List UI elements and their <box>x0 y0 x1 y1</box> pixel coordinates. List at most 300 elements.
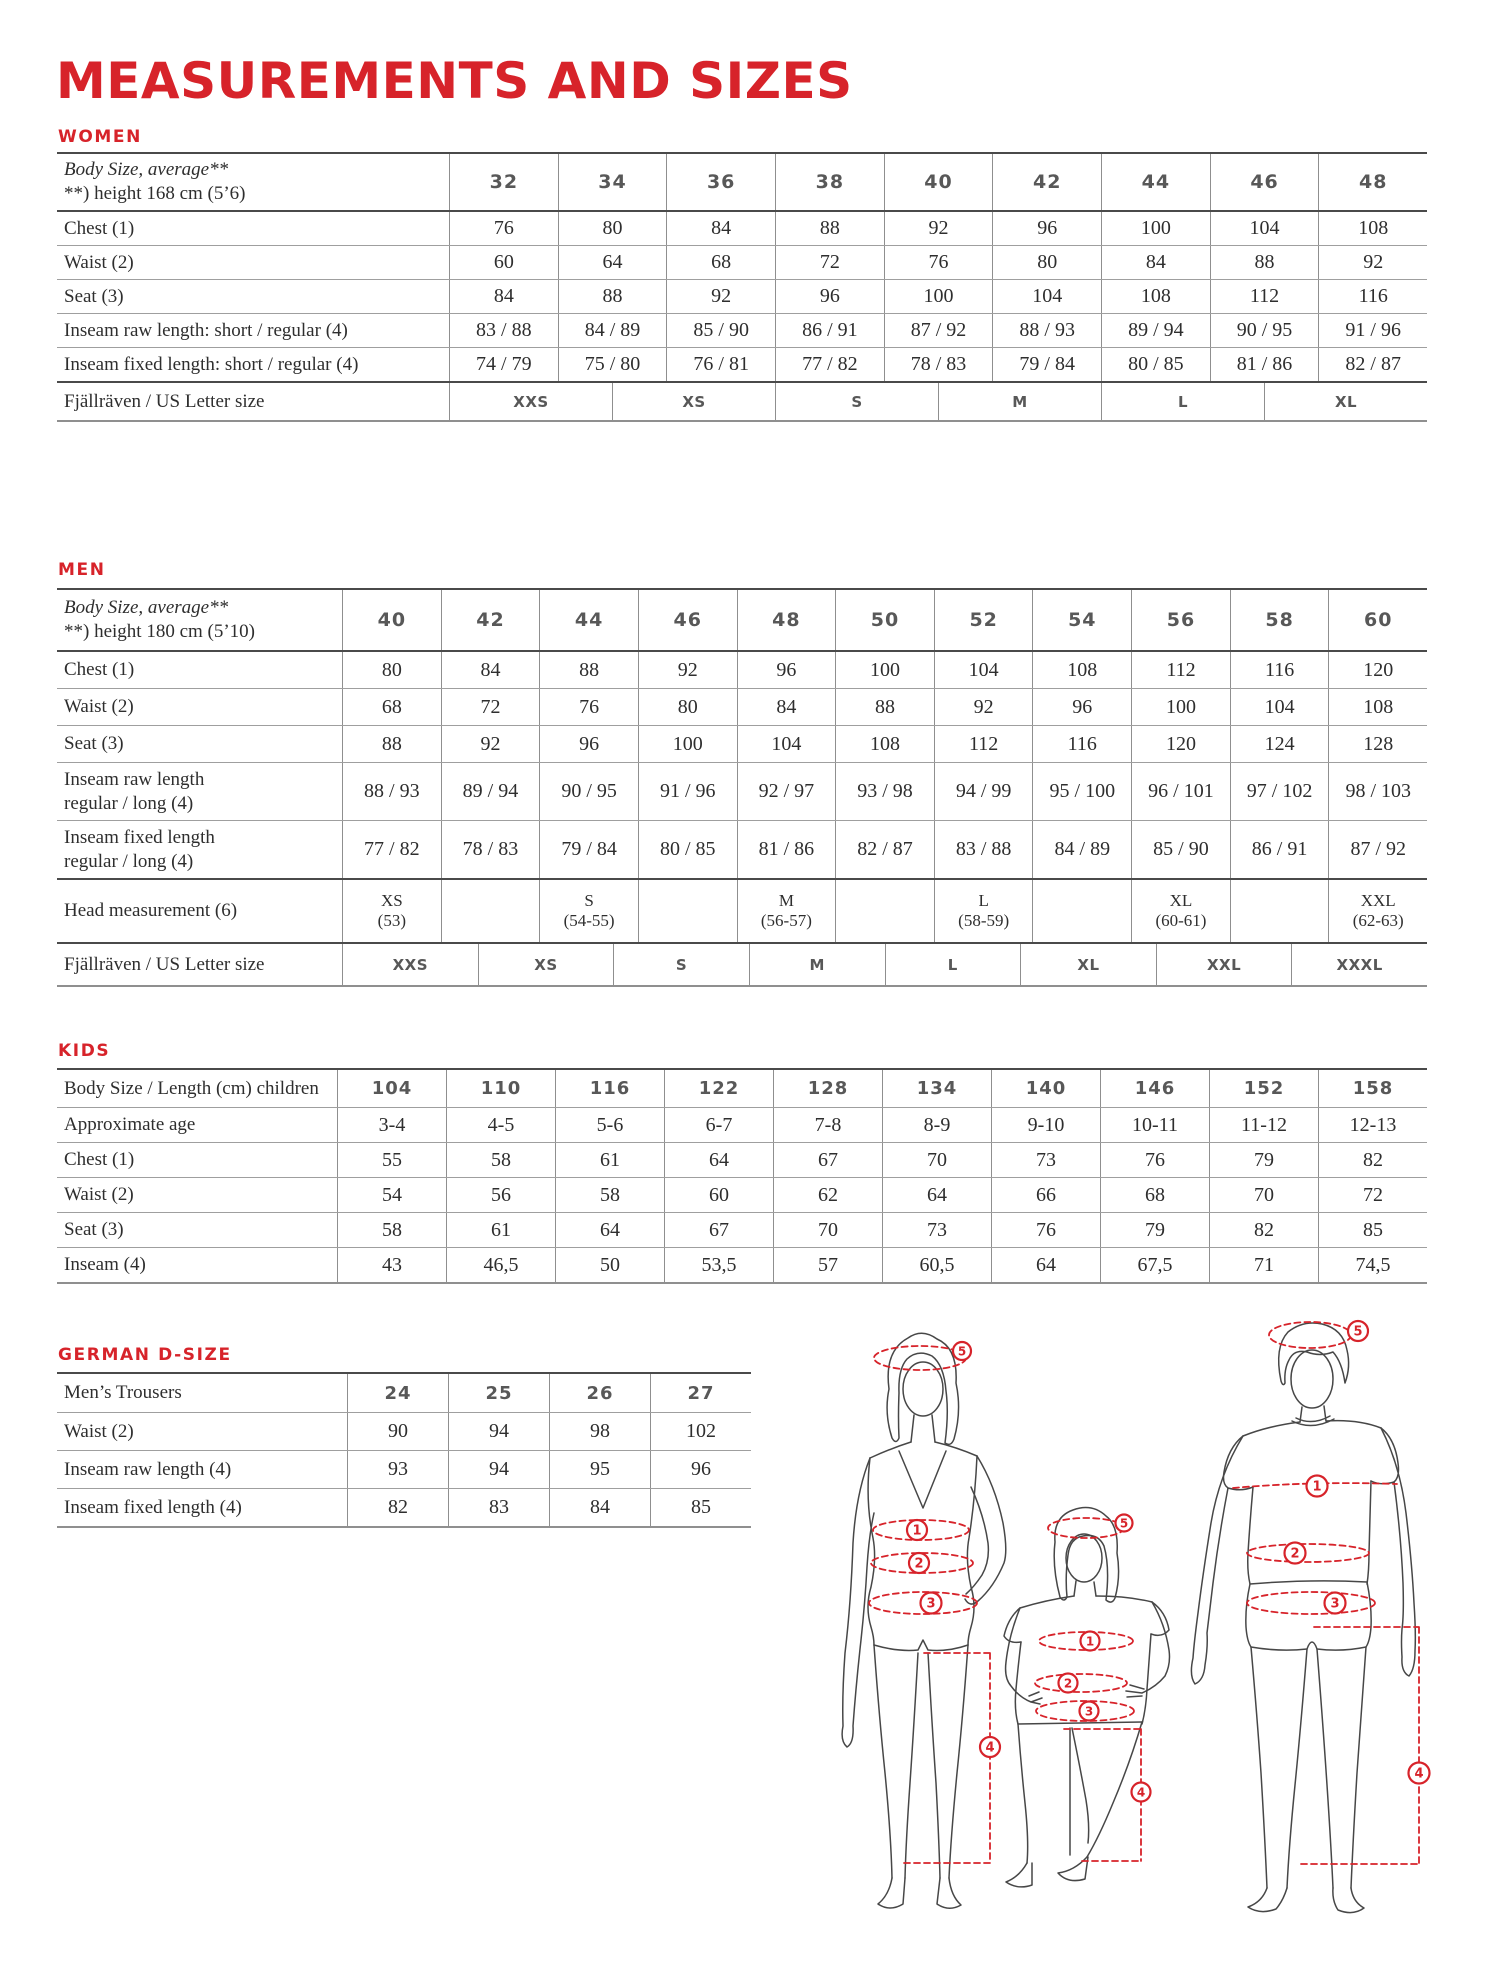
cell: 6-7 <box>664 1108 773 1142</box>
row-label: Fjällräven / US Letter size <box>64 390 265 412</box>
cell: 81 / 86 <box>737 821 836 878</box>
cell: 93 / 98 <box>835 763 934 820</box>
women-size-table <box>57 152 1427 422</box>
letter-size-cell: L <box>1101 383 1264 420</box>
cell: 85 / 90 <box>666 314 775 347</box>
cell: 70 <box>773 1213 882 1247</box>
table-row <box>57 210 1427 245</box>
cell: 85 <box>650 1489 751 1526</box>
cell: 96 <box>650 1451 751 1488</box>
column-header: 40 <box>884 154 993 210</box>
cell: 92 <box>884 212 993 245</box>
cell: 74,5 <box>1318 1248 1427 1282</box>
man-seat-measure-line <box>1247 1592 1375 1614</box>
letter-size-row <box>57 942 1427 985</box>
column-header: 44 <box>539 590 638 650</box>
child-left-arm <box>1006 1608 1042 1704</box>
cell: 64 <box>664 1143 773 1177</box>
letter-size-cell: XXXL <box>1291 944 1427 985</box>
cell: 89 / 94 <box>1101 314 1210 347</box>
head-measurement-row <box>57 878 1427 942</box>
cell: 46,5 <box>446 1248 555 1282</box>
column-header: 122 <box>664 1070 773 1107</box>
head-measurement-cell <box>737 880 836 942</box>
woman-legs <box>874 1645 968 1878</box>
cell: 84 <box>549 1489 650 1526</box>
cell: 90 <box>347 1413 448 1450</box>
section-label-women: WOMEN <box>58 127 142 147</box>
row-label-line1: Inseam raw length <box>64 768 205 790</box>
cell: 80 <box>342 652 441 688</box>
man-head-badge <box>1348 1321 1368 1341</box>
table-header-row <box>57 1374 751 1412</box>
column-header: 140 <box>991 1070 1100 1107</box>
man-waist-badge <box>1285 1543 1306 1564</box>
man-seat-badge-number: 3 <box>1330 1596 1340 1612</box>
cell: 96 <box>737 652 836 688</box>
woman-figure <box>842 1333 1006 1908</box>
cell: 104 <box>737 726 836 762</box>
column-header: 36 <box>666 154 775 210</box>
cell: 104 <box>1230 689 1329 725</box>
header-label-line2: **) height 180 cm (5’10) <box>64 621 256 642</box>
woman-inseam-badge-number: 4 <box>985 1740 995 1756</box>
child-inseam-badge <box>1132 1783 1151 1802</box>
column-header: 40 <box>342 590 441 650</box>
column-header: 128 <box>773 1070 882 1107</box>
row-label: Inseam raw length (4) <box>64 1458 232 1480</box>
cell: 80 / 85 <box>1101 348 1210 381</box>
cell: 92 / 97 <box>737 763 836 820</box>
cell: 100 <box>1101 212 1210 245</box>
cell: 92 <box>1318 246 1427 279</box>
row-label: Fjällräven / US Letter size <box>64 953 265 975</box>
cell: 128 <box>1328 726 1427 762</box>
man-waist-badge-number: 2 <box>1290 1546 1300 1562</box>
woman-torso <box>868 1456 977 1645</box>
measurement-figures-illustration <box>820 1295 1490 1972</box>
cell: 104 <box>934 652 1033 688</box>
child-chest-badge <box>1081 1632 1100 1651</box>
cell: 73 <box>991 1143 1100 1177</box>
table-row <box>57 1142 1427 1177</box>
child-head-badge <box>1116 1515 1133 1532</box>
men-size-table <box>57 588 1427 987</box>
cell: 77 / 82 <box>342 821 441 878</box>
column-header: 52 <box>934 590 1033 650</box>
table-header-row <box>57 590 1427 650</box>
man-inseam-badge-number: 4 <box>1414 1766 1424 1782</box>
woman-seat-badge <box>921 1593 942 1614</box>
row-label: Seat (3) <box>64 285 124 307</box>
cell: 96 <box>992 212 1101 245</box>
table-header-row <box>57 1070 1427 1107</box>
cell: 88 / 93 <box>342 763 441 820</box>
cell: 93 <box>347 1451 448 1488</box>
cell: 10-11 <box>1100 1108 1209 1142</box>
man-seat-badge <box>1325 1593 1346 1614</box>
cell: 58 <box>337 1213 446 1247</box>
man-chest-badge <box>1307 1476 1328 1497</box>
cell: 84 <box>737 689 836 725</box>
table-row <box>57 347 1427 381</box>
row-label-line2: regular / long (4) <box>64 792 194 814</box>
head-range: (58-59) <box>958 911 1010 930</box>
table-row <box>57 1107 1427 1142</box>
cell: 3-4 <box>337 1108 446 1142</box>
man-torso <box>1248 1481 1371 1584</box>
letter-size-cell: XS <box>478 944 614 985</box>
head-measurement-cell <box>1328 880 1427 942</box>
german-d-size-table <box>57 1372 751 1528</box>
head-size: XXL <box>1360 890 1396 910</box>
column-header: 38 <box>775 154 884 210</box>
cell: 108 <box>1328 689 1427 725</box>
row-label: Inseam (4) <box>64 1254 146 1276</box>
cell: 54 <box>337 1178 446 1212</box>
woman-right-arm <box>965 1456 1006 1604</box>
woman-hair <box>887 1333 958 1444</box>
row-label: Inseam fixed length: short / regular (4) <box>64 353 359 375</box>
cell: 67,5 <box>1100 1248 1209 1282</box>
header-label-line1: Body Size, average** <box>64 159 229 181</box>
cell: 78 / 83 <box>441 821 540 878</box>
table-row <box>57 1247 1427 1282</box>
child-shoulders <box>1020 1596 1152 1608</box>
column-header: 27 <box>650 1374 751 1412</box>
cell: 92 <box>638 652 737 688</box>
man-head-measure-line <box>1269 1322 1351 1348</box>
cell: 76 <box>1100 1143 1209 1177</box>
cell: 84 <box>666 212 775 245</box>
head-range: (62-63) <box>1352 911 1404 930</box>
man-feet <box>1248 1888 1364 1913</box>
woman-waist-badge <box>909 1553 929 1573</box>
cell: 97 / 102 <box>1230 763 1329 820</box>
cell: 88 <box>1210 246 1319 279</box>
cell: 62 <box>773 1178 882 1212</box>
cell: 79 / 84 <box>992 348 1101 381</box>
cell: 58 <box>446 1143 555 1177</box>
cell: 108 <box>1032 652 1131 688</box>
cell: 72 <box>1318 1178 1427 1212</box>
head-measurement-cell <box>1131 880 1230 942</box>
man-inseam-badge <box>1409 1763 1430 1784</box>
cell: 64 <box>882 1178 991 1212</box>
cell: 108 <box>835 726 934 762</box>
head-size: M <box>778 890 794 910</box>
cell: 68 <box>342 689 441 725</box>
woman-seat-badge-number: 3 <box>926 1596 936 1612</box>
woman-vneck <box>899 1451 946 1508</box>
man-waist-measure-line <box>1247 1544 1369 1562</box>
cell: 88 <box>775 212 884 245</box>
cell: 82 / 87 <box>835 821 934 878</box>
page-title: MEASUREMENTS AND SIZES <box>56 52 853 110</box>
cell: 92 <box>441 726 540 762</box>
table-row <box>57 1177 1427 1212</box>
cell: 88 <box>539 652 638 688</box>
table-header-row <box>57 154 1427 210</box>
cell: 79 <box>1100 1213 1209 1247</box>
table-row <box>57 762 1427 820</box>
head-size: XS <box>380 890 403 910</box>
column-header: 48 <box>737 590 836 650</box>
column-header: 56 <box>1131 590 1230 650</box>
child-seat-badge-number: 3 <box>1084 1704 1094 1719</box>
cell: 120 <box>1328 652 1427 688</box>
cell: 70 <box>1209 1178 1318 1212</box>
cell: 5-6 <box>555 1108 664 1142</box>
cell: 92 <box>934 689 1033 725</box>
cell: 82 <box>347 1489 448 1526</box>
row-label: Approximate age <box>64 1114 196 1136</box>
man-chest-badge-number: 1 <box>1312 1479 1322 1495</box>
cell: 81 / 86 <box>1210 348 1319 381</box>
letter-size-cell: XXS <box>342 944 478 985</box>
cell: 98 <box>549 1413 650 1450</box>
woman-waist-badge-number: 2 <box>914 1556 924 1572</box>
cell: 71 <box>1209 1248 1318 1282</box>
row-label: Seat (3) <box>64 1219 124 1241</box>
row-label-line2: regular / long (4) <box>64 850 194 872</box>
column-header: 146 <box>1100 1070 1209 1107</box>
child-legs <box>1018 1722 1142 1863</box>
header-label-line1: Body Size, average** <box>64 597 229 619</box>
child-inseam-badge-number: 4 <box>1136 1785 1146 1800</box>
cell: 88 <box>835 689 934 725</box>
column-header: 26 <box>549 1374 650 1412</box>
cell: 112 <box>934 726 1033 762</box>
cell: 80 <box>992 246 1101 279</box>
column-header: 104 <box>337 1070 446 1107</box>
column-header: 50 <box>835 590 934 650</box>
cell: 83 / 88 <box>934 821 1033 878</box>
cell: 116 <box>1032 726 1131 762</box>
cell: 79 / 84 <box>539 821 638 878</box>
column-header: 32 <box>449 154 558 210</box>
man-legs <box>1251 1647 1366 1888</box>
head-size: S <box>584 890 594 910</box>
row-label: Waist (2) <box>64 1184 134 1206</box>
column-header: 60 <box>1328 590 1427 650</box>
column-header: 54 <box>1032 590 1131 650</box>
cell: 66 <box>991 1178 1100 1212</box>
table-row <box>57 279 1427 313</box>
cell: 64 <box>555 1213 664 1247</box>
cell: 94 <box>448 1413 549 1450</box>
cell: 61 <box>446 1213 555 1247</box>
cell: 120 <box>1131 726 1230 762</box>
column-header: 44 <box>1101 154 1210 210</box>
cell: 84 / 89 <box>1032 821 1131 878</box>
cell: 100 <box>884 280 993 313</box>
cell: 77 / 82 <box>775 348 884 381</box>
cell: 88 / 93 <box>992 314 1101 347</box>
head-range: (53) <box>377 911 406 930</box>
row-label: Inseam fixed length (4) <box>64 1496 242 1518</box>
cell: 86 / 91 <box>1230 821 1329 878</box>
column-header: 46 <box>1210 154 1319 210</box>
letter-size-cells <box>342 944 1427 985</box>
cell: 60,5 <box>882 1248 991 1282</box>
letter-size-cell: XXS <box>449 383 612 420</box>
cell: 67 <box>664 1213 773 1247</box>
cell: 76 <box>991 1213 1100 1247</box>
head-measurement-cell <box>441 880 540 942</box>
child-seat-badge <box>1080 1702 1099 1721</box>
cell: 60 <box>449 246 558 279</box>
child-figure <box>1004 1508 1170 1887</box>
woman-inseam-badge <box>980 1737 1000 1757</box>
woman-shoulders <box>870 1442 977 1458</box>
cell: 86 / 91 <box>775 314 884 347</box>
woman-head-badge <box>953 1342 971 1360</box>
column-header: 110 <box>446 1070 555 1107</box>
man-head-badge-number: 5 <box>1353 1324 1363 1340</box>
column-header: 42 <box>992 154 1101 210</box>
cell: 104 <box>992 280 1101 313</box>
header-label: Body Size / Length (cm) children <box>64 1077 319 1099</box>
cell: 76 <box>539 689 638 725</box>
man-shorts <box>1246 1581 1371 1650</box>
cell: 82 / 87 <box>1318 348 1427 381</box>
cell: 100 <box>835 652 934 688</box>
table-row <box>57 688 1427 725</box>
letter-size-cell: S <box>775 383 938 420</box>
table-row <box>57 820 1427 878</box>
table-row <box>57 650 1427 688</box>
row-label: Waist (2) <box>64 696 134 718</box>
cell: 90 / 95 <box>1210 314 1319 347</box>
head-range: (54-55) <box>563 911 615 930</box>
cell: 108 <box>1101 280 1210 313</box>
table-row <box>57 1212 1427 1247</box>
kids-size-table <box>57 1068 1427 1284</box>
cell: 108 <box>1318 212 1427 245</box>
table-row <box>57 1412 751 1450</box>
cell: 100 <box>638 726 737 762</box>
column-header: 46 <box>638 590 737 650</box>
head-size: L <box>978 890 989 910</box>
cell: 116 <box>1230 652 1329 688</box>
cell: 80 <box>558 212 667 245</box>
cell: 100 <box>1131 689 1230 725</box>
cell: 89 / 94 <box>441 763 540 820</box>
cell: 104 <box>1210 212 1319 245</box>
cell: 90 / 95 <box>539 763 638 820</box>
cell: 95 / 100 <box>1032 763 1131 820</box>
column-header: 42 <box>441 590 540 650</box>
child-chest-badge-number: 1 <box>1085 1634 1095 1649</box>
cell: 96 / 101 <box>1131 763 1230 820</box>
child-shorts-hem <box>1018 1722 1142 1724</box>
man-left-arm <box>1191 1436 1243 1684</box>
cell: 73 <box>882 1213 991 1247</box>
row-label: Waist (2) <box>64 251 134 273</box>
letter-size-cell: XL <box>1264 383 1427 420</box>
cell: 67 <box>773 1143 882 1177</box>
table-row <box>57 1488 751 1526</box>
cell: 57 <box>773 1248 882 1282</box>
cell: 87 / 92 <box>1328 821 1427 878</box>
column-header: 24 <box>347 1374 448 1412</box>
woman-feet <box>878 1878 961 1908</box>
cell: 84 <box>441 652 540 688</box>
cell: 87 / 92 <box>884 314 993 347</box>
cell: 70 <box>882 1143 991 1177</box>
child-waist-measure-line <box>1035 1674 1127 1692</box>
child-feet <box>1006 1857 1088 1887</box>
head-measurement-cell <box>835 880 934 942</box>
row-label: Seat (3) <box>64 733 124 755</box>
head-measurement-cell <box>934 880 1033 942</box>
cell: 85 <box>1318 1213 1427 1247</box>
section-label-men: MEN <box>58 560 106 580</box>
head-size: XL <box>1169 890 1193 910</box>
cell: 8-9 <box>882 1108 991 1142</box>
child-hair <box>1054 1508 1118 1603</box>
column-header: 25 <box>448 1374 549 1412</box>
cell: 84 / 89 <box>558 314 667 347</box>
cell: 64 <box>991 1248 1100 1282</box>
row-label: Chest (1) <box>64 1149 135 1171</box>
cell: 61 <box>555 1143 664 1177</box>
cell: 112 <box>1210 280 1319 313</box>
table-row <box>57 245 1427 279</box>
section-label-german: GERMAN D-SIZE <box>58 1345 232 1365</box>
head-range: (56-57) <box>760 911 812 930</box>
cell: 91 / 96 <box>1318 314 1427 347</box>
row-label <box>57 763 342 820</box>
cell: 55 <box>337 1143 446 1177</box>
cell: 9-10 <box>991 1108 1100 1142</box>
cell: 91 / 96 <box>638 763 737 820</box>
row-label: Chest (1) <box>64 659 135 681</box>
cell: 56 <box>446 1178 555 1212</box>
cell: 12-13 <box>1318 1108 1427 1142</box>
cell: 58 <box>555 1178 664 1212</box>
cell: 74 / 79 <box>449 348 558 381</box>
cell: 60 <box>664 1178 773 1212</box>
column-header: 34 <box>558 154 667 210</box>
head-measurement-cell <box>1032 880 1131 942</box>
letter-size-cells <box>449 383 1427 420</box>
header-label-line2: **) height 168 cm (5’6) <box>64 183 246 204</box>
head-measurement-cell <box>1230 880 1329 942</box>
row-label: Waist (2) <box>64 1420 134 1442</box>
cell: 79 <box>1209 1143 1318 1177</box>
column-header: 116 <box>555 1070 664 1107</box>
column-header: 134 <box>882 1070 991 1107</box>
cell: 84 <box>449 280 558 313</box>
letter-size-cell: XS <box>612 383 775 420</box>
woman-chest-badge <box>907 1520 927 1540</box>
cell: 116 <box>1318 280 1427 313</box>
column-header: 152 <box>1209 1070 1318 1107</box>
letter-size-cell: XXL <box>1156 944 1292 985</box>
child-head-badge-number: 5 <box>1119 1516 1129 1531</box>
cell: 78 / 83 <box>884 348 993 381</box>
man-figure <box>1191 1321 1429 1913</box>
letter-size-row <box>57 381 1427 420</box>
row-label: Chest (1) <box>64 217 135 239</box>
cell: 75 / 80 <box>558 348 667 381</box>
letter-size-cell: M <box>938 383 1101 420</box>
cell: 80 <box>638 689 737 725</box>
cell: 94 / 99 <box>934 763 1033 820</box>
cell: 82 <box>1209 1213 1318 1247</box>
